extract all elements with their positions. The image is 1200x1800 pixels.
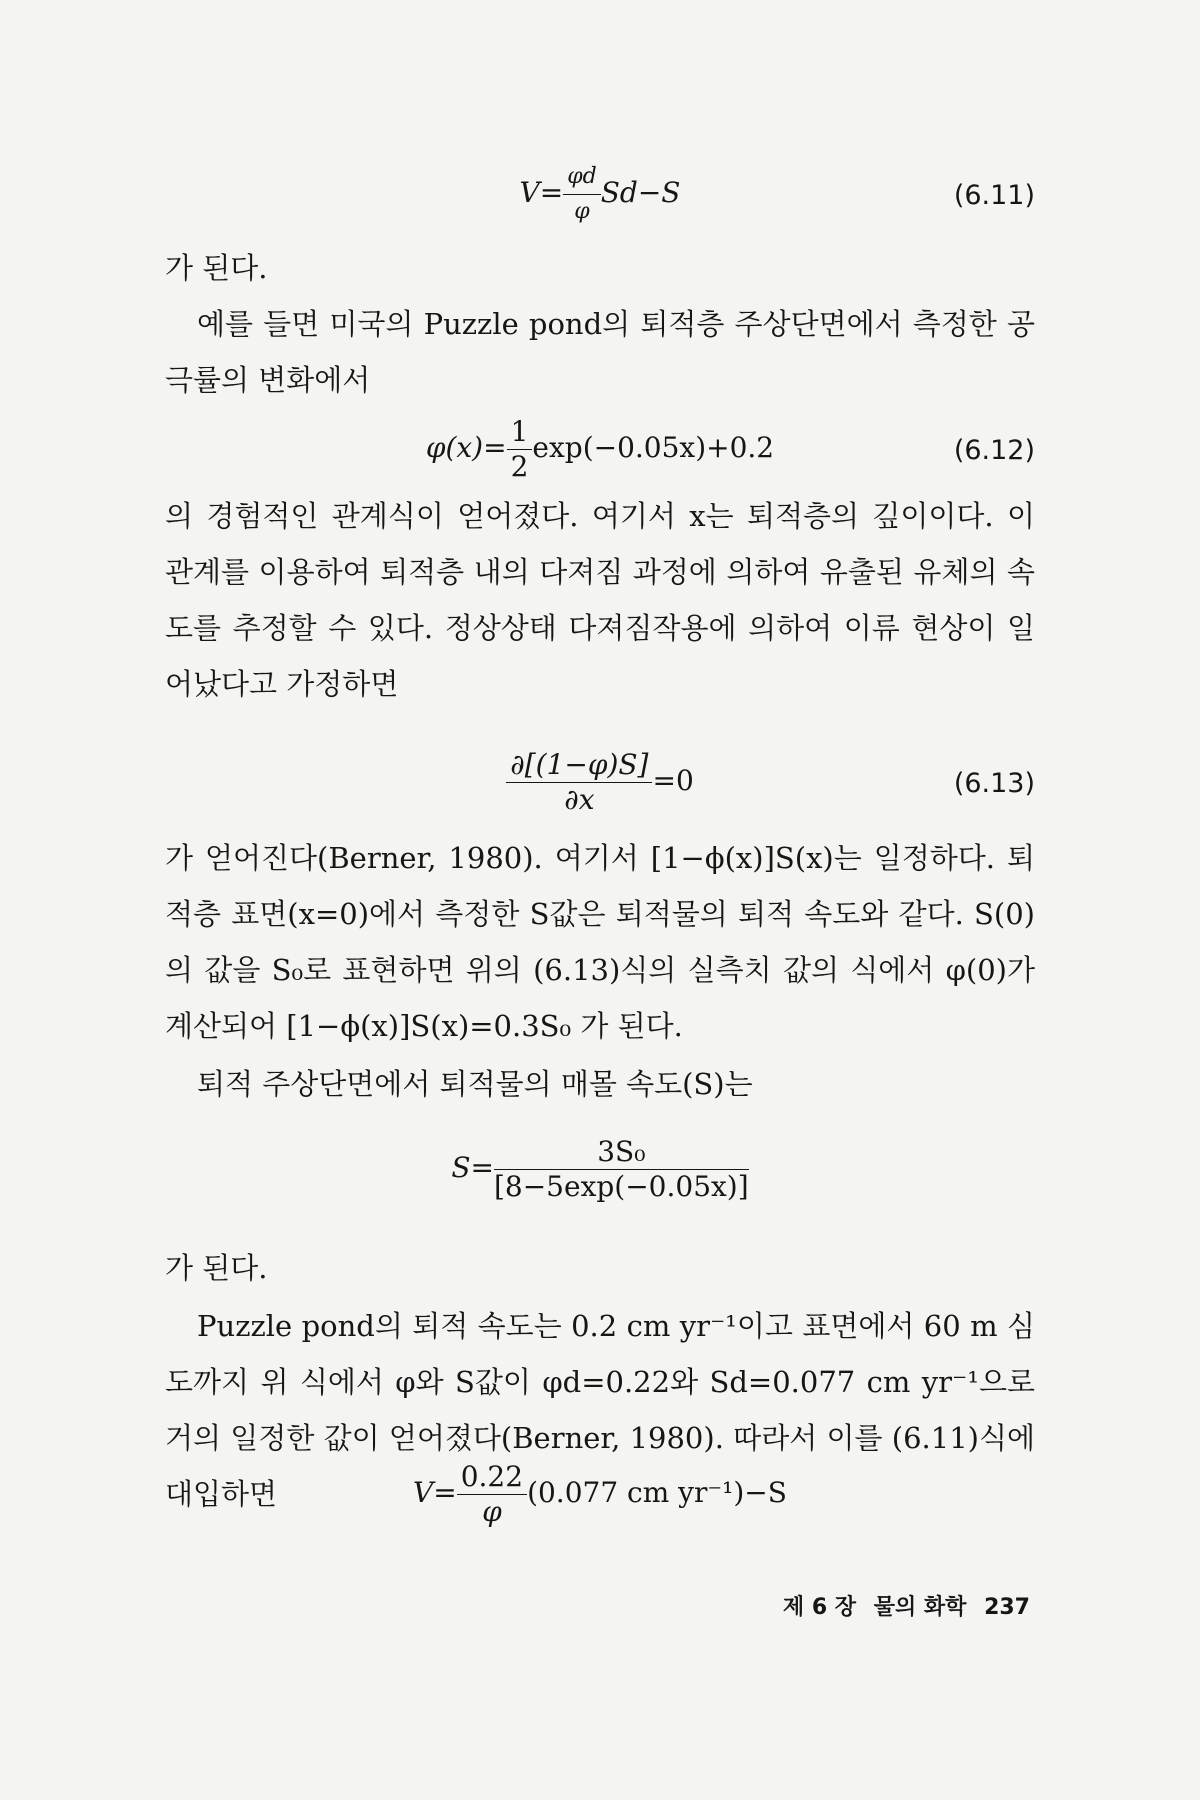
equation-number: (6.13) (953, 768, 1035, 799)
eq-numerator: 3S₀ (494, 1135, 749, 1170)
eq-lhs: V= (519, 176, 564, 209)
eq-rhs: =0 (652, 764, 694, 797)
eq-rhs: Sd−S (600, 176, 681, 209)
eq-lhs: φ(x)= (425, 431, 507, 464)
equation-number: (6.12) (953, 435, 1035, 466)
paragraph: Puzzle pond의 퇴적 속도는 0.2 cm yr⁻¹이고 표면에서 60 m 심도까지 위 식에서 φ와 S값이 φd=0.22와 Sd=0.077 cm yr⁻¹으로 거의 일정한 값이 얻어졌다(Berner, 1980). 따라서 이를 (6.11)식에 대입하면 (165, 1309, 1035, 1511)
chapter-title: 물의 화학 (873, 1595, 967, 1620)
eq-fraction (457, 1460, 527, 1529)
eq-rhs: (0.077 cm yr⁻¹)−S (527, 1476, 787, 1509)
equation-6-13 (165, 748, 1035, 828)
eq-fraction (563, 160, 601, 229)
equation-6-12 (165, 415, 1035, 495)
eq-numerator: 1 (507, 415, 533, 450)
eq-denominator: [8−5exp(−0.05x)] (493, 1170, 749, 1203)
eq-denominator: φ (482, 1495, 502, 1528)
paragraph: 가 된다. (165, 1251, 268, 1285)
chapter-label: 제 6 장 (782, 1595, 857, 1620)
page-number: 237 (984, 1595, 1030, 1620)
paragraph: 퇴적 주상단면에서 퇴적물의 매몰 속도(S)는 (197, 1067, 753, 1101)
paragraph: 가 얻어진다(Berner, 1980). 여기서 [1−ϕ(x)]S(x)는 일정하다. 퇴적층 표면(x=0)에서 측정한 S값은 퇴적물의 퇴적 속도와 같다. S(0)의 값을 S₀로 표현하면 위의 (6.13)식의 실측치 값의 식에서 φ(0)가 계산되어 [1−ϕ(x)]S(x)=0.3S₀ 가 된다. (165, 841, 1035, 1043)
eq-numerator: ∂[(1−φ)S] (506, 748, 652, 783)
equation-6-11 (165, 160, 1035, 240)
eq-denominator: φ (574, 199, 590, 224)
page-footer (773, 1590, 1030, 1621)
equation-burial-rate (165, 1135, 1035, 1215)
paragraph: 예를 들면 미국의 Puzzle pond의 퇴적층 주상단면에서 측정한 공극률의 변화에서 (165, 307, 1035, 397)
eq-fraction (507, 415, 533, 484)
eq-fraction (494, 1135, 749, 1204)
eq-numerator: 0.22 (457, 1460, 527, 1495)
eq-numerator: φd (563, 160, 601, 195)
eq-lhs: S= (451, 1151, 494, 1184)
eq-denominator: ∂x (564, 783, 595, 816)
equation-velocity (165, 1460, 1035, 1540)
paragraph: 가 된다. (165, 251, 268, 285)
eq-fraction (506, 748, 652, 817)
equation-number: (6.11) (953, 180, 1035, 211)
eq-rhs: exp(−0.05x)+0.2 (532, 431, 775, 464)
eq-denominator: 2 (510, 450, 529, 483)
eq-lhs: V= (413, 1476, 457, 1509)
paragraph: 의 경험적인 관계식이 얻어졌다. 여기서 x는 퇴적층의 깊이이다. 이 관계를 이용하여 퇴적층 내의 다져짐 과정에 의하여 유출된 유체의 속도를 추정할 수 있다. 정상상태 다져짐작용에 의하여 이류 현상이 일어났다고 가정하면 (165, 499, 1035, 701)
